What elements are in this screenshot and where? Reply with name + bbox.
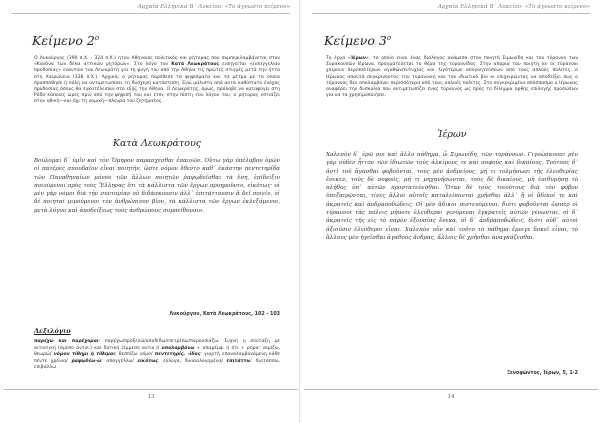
ancient-text: Βούλομαι δ᾽ ὑμῖν καὶ τὸν Ὅμηρον παρασχέσθαι ἐπαινῶν. Οὕτω γὰρ ὑπέλαβον ὑμῶν οἱ πατέρες σπουδαῖον εἶναι ποιητήν, ὥστε νόμον ἔθεντο καθ᾽ ἑκάστην πεντετηρίδα τῶν Παναθηναίων μόνου τῶν ἄλλων ποιητῶν ῥαψῳδεῖσθαι τὰ ἔπη, ἐπίδειξιν ποιούμενοι πρὸς τοὺς Ἕλληνας ὅτι τὰ κάλλιστα τῶν ἔργων προῃροῦντο, εἰκότως· οἱ μὲν γὰρ νόμοι διὰ τὴν συντομίαν οὐ διδάσκουσιν ἀλλ᾽ ἐπιτάττουσιν ἃ δεῖ ποιεῖν, οἱ δὲ ποιηταὶ μιμούμενοι τὸν ἀνθρώπινον βίον, τὰ κάλλιστα τῶν ἔργων ἐκλεξάμενοι, μετὰ λόγου καὶ ἀποδείξεως τοὺς ἀνθρώπους συμπείθουσιν. bbox=[34, 158, 280, 214]
text-subtitle: Ἱέρων bbox=[437, 129, 467, 140]
page-title bbox=[32, 33, 99, 48]
left-page bbox=[4, 0, 298, 423]
running-header: Αρχαία Ελληνικά Β΄ Λυκείου: «Το άγνωστο κείμενο» bbox=[437, 4, 590, 10]
title-sup: ο bbox=[94, 33, 100, 42]
text-run: : θεσπίζω νόμο/ bbox=[115, 352, 155, 357]
header-rule bbox=[312, 13, 590, 14]
ancient-text: Χαλεπὸν δ᾽ ἐρῶ σοι καὶ ἄλλο πάθημα, ὦ Σιμωνίδη, τῶν τυράννων. Γιγνώσκουσι μὲν γὰρ οὐδὲν ἧττον τῶν ἰδιωτῶν τοὺς ἀλκίμους τε καὶ σοφοὺς καὶ δικαίους. Τούτους δ᾽ ἀντὶ τοῦ ἄγασθαι φοβοῦνται, τοὺς μὲν ἀνδρείους, μή τι τολμήσωσι τῆς ἐλευθερίας ἕνεκεν, τοὺς δὲ σοφούς, μή τι μηχανήσωνται, τοὺς δὲ δικαίους, μὴ ἐπιθυμήσῃ τὸ πλῆθος ὑπ᾽ αὐτῶν προστατεύεσθαι. Ὅταν δὲ τοὺς τοιούτους διὰ τὸν φόβον ὑπεξαιρῶνται, τίνες ἄλλοι αὐτοῖς καταλείπονται χρῆσθαι ἀλλ᾽ ἢ οἱ ἄδικοί τε καὶ ἀκρατεῖς καὶ ἀνδραποδώδεις; Οἱ μὲν ἄδικοι πιστευόμενοι, διότι φοβοῦνται ὥσπερ οἱ τύραννοι τὰς πόλεις μήποτε ἐλεύθεραι γενόμεναι ἐγκρατεῖς αὐτῶν γένωνται, οἱ δ᾽ ἀκρατεῖς τῆς εἰς τὸ παρὸν ἐξουσίας ἕνεκα, οἱ δ᾽ ἀνδραποδώδεις, διότι οὐδ᾽ αὐτοὶ ἀξιοῦσιν ἐλεύθεροι εἶναι. Χαλεπὸν οὖν καὶ τοῦτο τὸ πάθημα ἔμοιγε δοκεῖ εἶναι, τὸ ἄλλους μὲν ἡγεῖσθαι ἀγαθοὺς ἄνδρας, ἄλλοις δὲ χρῆσθαι ἀναγκάζεσθαι. bbox=[326, 152, 578, 241]
page-title bbox=[324, 33, 391, 48]
text-run: : παρέχω/προξενώ/αποδίδω/επιτρέπω/παρουσιάζω. Συχνή η σύνταξη με αιτιατική (άμεσο αντικ.) και δοτική (έμμεσο αντικ.)/ bbox=[34, 339, 280, 351]
page-number: 13 bbox=[147, 394, 155, 400]
intro-paragraph bbox=[326, 56, 578, 99]
text-run: : απαγγέλλω/ bbox=[101, 358, 138, 364]
source-citation: Λυκούργου, Κατὰ Λεωκράτους, 102 - 103 bbox=[169, 312, 280, 317]
book-gutter bbox=[299, 0, 300, 423]
text-run: : εύλογα, δικαιολογημένα/ bbox=[158, 358, 227, 364]
title-sup: ο bbox=[386, 33, 392, 42]
bold-term: ὑπολαμβάνω bbox=[161, 345, 195, 351]
bold-term: εἰκότως bbox=[137, 358, 158, 364]
lexicon-body bbox=[34, 339, 280, 372]
lexicon-title: Λεξιλόγιο bbox=[34, 327, 71, 335]
bold-term: νόμον τίθημι ή τίθεμαι bbox=[53, 352, 116, 357]
bold-term: παρέχω και παρέχομαι bbox=[34, 339, 99, 344]
bold-term: Κατά Λεωκράτους bbox=[171, 62, 220, 68]
intro-paragraph bbox=[34, 56, 280, 106]
text-run: Το έργο « bbox=[326, 56, 351, 61]
right-page bbox=[304, 0, 598, 423]
bold-term: πεντετηρίς, -ίδος bbox=[154, 352, 201, 357]
bold-term: Ἱέρων bbox=[350, 56, 366, 61]
text-subtitle: Κατὰ Λεωκράτους bbox=[112, 138, 202, 149]
text-run: + απαρέμφ. ή ότι + ρήμα: νομίζω, θεωρώ/ bbox=[34, 345, 280, 357]
header-rule bbox=[12, 13, 290, 14]
running-header: Αρχαία Ελληνικά Β΄ Λυκείου: «Το άγνωστο κείμενο» bbox=[137, 4, 290, 10]
page-number: 14 bbox=[447, 394, 455, 400]
bold-term: ἐπιτάττω bbox=[226, 358, 251, 364]
title-text: Κείμενο 2 bbox=[32, 33, 95, 48]
text-run: : γιορτή επαναλαμβανόμενη κάθε πέντε χρόνια/ bbox=[34, 352, 280, 364]
text-run: », το οποίο είναι ένας διάλογος ανάμεσα στον ποιητή Σιμωνίδη και τον τύραννο των Συρακουσών Ιέρωνα, πραγματεύεται το θέμα της τυραννίδας. Στην απορία του ποιητή αν οι τύραννοι χαίρουν περισσότερων αγαθών/ευτυχίας και λιγότερων απογοητεύσεων από τους απλούς πολίτες, ο Ιέρωνας απαντά συγκρίνοντας την τυραννική και τον ιδιωτικό βίο κι επιχειρώντας να αποδείξει πως ο τύραννος δεν απολαμβάνει περισσότερα από τους απλούς πολίτες. Στο συγκεκριμένο απόσπασμα ο Ιέρωνας αναφέρει την δυσκολία που αντιμετωπίζει ένας τύραννος ως προς το δίλημμα ορθής επιλογής προσώπων για να τα χρησιμοποιήσει. bbox=[326, 56, 578, 99]
text-run: Ο Λυκούργος (390 π.Χ. - 324 π.Χ.) ήταν Αθηναίος πολιτικός και ρήτορας που συμπεριλαμβάνεται στον «Κανόνα των δέκα αττικών ρητόρων». Στο λόγο του bbox=[34, 56, 280, 68]
source-citation: Ξενοφῶντος, Ἱέρων, 5, 1-2 bbox=[506, 371, 578, 376]
bold-term: ῥαψῳδέω-ῶ bbox=[71, 358, 102, 364]
text-run: : διατάσσω, επιβάλλω bbox=[34, 358, 280, 370]
title-text: Κείμενο 3 bbox=[324, 33, 387, 48]
text-run: εισηγείται «εισαγγελίαν προδοσίας» εναντίον του Λεωκράτη για τη φυγή του από την Αθήνα τις πρώτες στιγμές μετά την ήττα στη Χαιρώνεια (338 π.Χ.). Αρχικά, ο ρήτορας παρέθεσε τα ψηφίσματα και τα μέτρα με τα οποία προσπάθησε η πόλη να αντιμετωπίσει τη δυσχερή κατάσταση. Ενώ μάλιστα από αυτά καθίστατο ένοχος προδοσίας όσους θα εγκατέλειπαν στο εξής την Αθήνα. Ο Λεωκράτης, όμως, πρόλαβε να καταφύγει στη Ρόδο κάποιες ώρες πριν από την ψήφισή του και έτσι, στην πίστη του λόγου του, ο ρήτορας εστιάζει στην ηθική—και όχι τη νομική—πλευρά του ζητήματος. bbox=[34, 62, 280, 105]
